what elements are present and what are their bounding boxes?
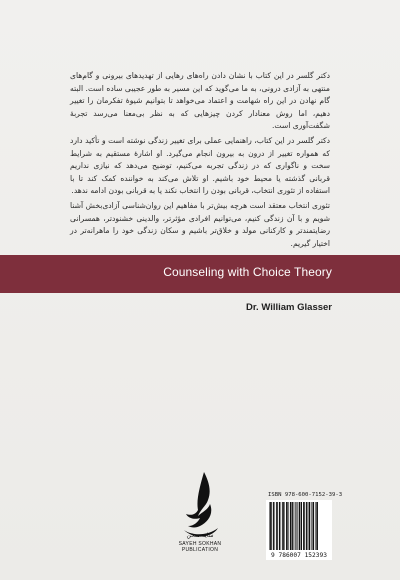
- blurb-paragraph-2: دکتر گلسر در این کتاب، راهنمایی عملی برای تغییر زندگی نوشته است و تأکید دارد که همواره تغییر از درون به بیرون انجام می‌گیرد. او اشارهٔ مستقیم به شرایط سخت و ناگواری که در زندگی تجربه می‌کنیم، توضیح می‌دهد که نیازی نداریم قربانی گذشته یا محیط خود باشیم. او تلاش می‌کند به خواننده کمک کند تا با استفاده از تئوری انتخاب، قربانی بودن را انتخاب نکند یا به قربانی بودن ادامه ندهد.: [70, 135, 330, 196]
- blurb-paragraph-3: تئوری انتخاب معتقد است هرچه بیش‌تر با مفاهیم این روان‌شناسی آزادی‌بخش آشنا شویم و با آن زندگی کنیم، می‌توانیم افرادی مؤثرتر، والدینی خشنودتر، همسرانی رضایتمندتر و کارکنانی مولد و خلاق‌تر باشیم و سکان زندگی خود را ماهرانه‌تر در اختیار گیریم.: [70, 200, 330, 248]
- publisher-name-en-line2: PUBLICATION: [181, 547, 219, 553]
- barcode: [266, 500, 332, 552]
- publisher-name-en: [160, 541, 240, 553]
- publisher-name-fa: سایه سخن: [186, 532, 214, 539]
- author-name: Dr. William Glasser: [246, 302, 332, 313]
- blurb-text: [70, 70, 330, 252]
- title-band: [0, 255, 400, 293]
- barcode-digits: 9 786007 152393: [266, 551, 332, 560]
- english-title: Counseling with Choice Theory: [163, 265, 332, 279]
- isbn-label: ISBN 978-600-7152-39-3: [268, 492, 343, 498]
- blurb-paragraph-1: دکتر گلسر در این کتاب با نشان دادن راه‌های رهایی از تهدیدهای بیرونی و گام‌های منتهی به آزادی درونی، به ما می‌گوید که این مسیر به طور عجیبی ساده است. البته گام نهادن در این راه شهامت و اعتماد می‌خواهد تا بتوانیم شیوهٔ تفکرمان را تغییر دهیم، اما روش معنادار کردن چیزهایی که به نظر بی‌معنا می‌رسد تجربهٔ شگفت‌آوری است.: [70, 71, 330, 131]
- feather-quill-logo-icon: [178, 470, 224, 552]
- publisher-name-en-line1: SAYEH SOKHAN: [178, 541, 222, 547]
